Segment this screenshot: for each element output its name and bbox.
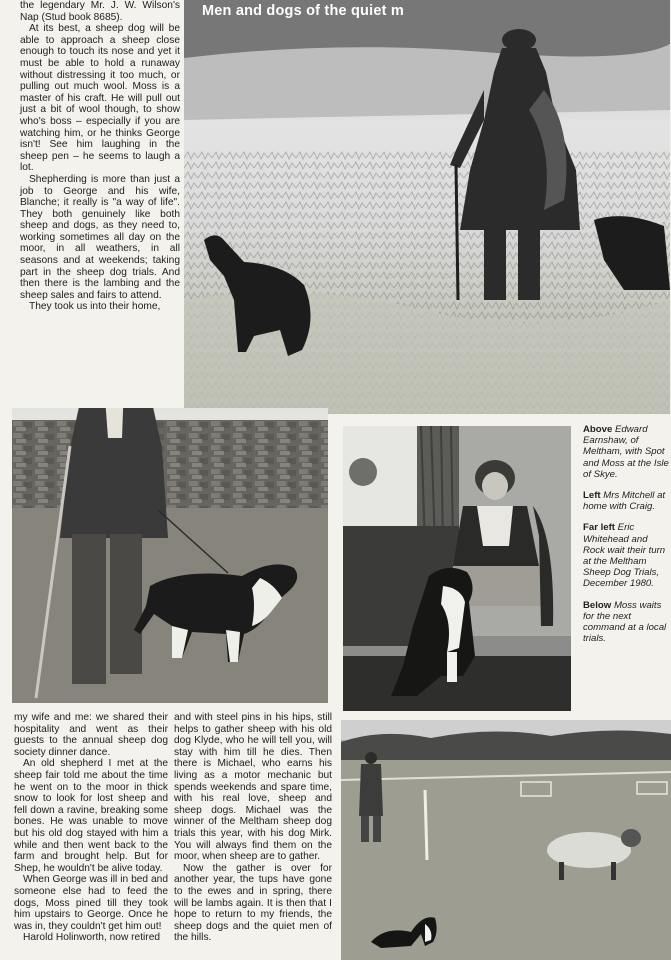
caption-text: Moss waits for the next command at a local trials. [583,599,667,645]
photo-room-drawing [343,426,571,711]
caption-key: Left [583,490,601,502]
photo-shepherd-in-snow [184,0,670,414]
paragraph: When George was ill in bed and someone else had to feed the dogs, Moss pined till they took him upstairs to George. Once he was in, they couldn't get him out! [14,874,168,932]
caption-key: Far left [583,522,615,534]
photo-captions [583,424,669,654]
paragraph: my wife and me: we shared their hospitality and went as their guests to the annual sheep dog society dinner dance. [14,712,168,758]
caption-text: Edward Earnshaw, of Meltham, with Spot and Moss at the Isle of Skye. [583,424,669,480]
paragraph: At its best, a sheep dog will be able to approach a sheep close enough to touch its nose and yet it must be able to hold a runaway without distressing it too much, or pulling out much wool. Moss is a master of his craft. He will pull out just a bit of wool though, to show who's boss – especially if you are watching him, or he thinks George isn't! See him laughing in the sheep pen – he seems to laugh a lot. [20,23,180,174]
paragraph: and with steel pins in his hips, still helps to gather sheep with his old dog Klyde, who he will tell you, will stay with him till he dies. Then there is Michael, who earns his living as a motor mechanic but spends weekends and spare time, with his real love, sheep and sheep dogs. Michael was the winner of the Meltham sheep dog trials this year, with his dog Mirk. You will always find them on the moor, when sheep are to gather. [174,712,332,863]
photo-field-drawing [341,720,671,960]
paragraph: They took us into their home, [29,301,161,313]
article-column-top [20,0,180,313]
caption-far-left [583,522,669,589]
paragraph: Shepherding is more than just a job to George and his wife, Blanche; it really is "a way of life". They both genuinely like both sheep and dogs, as they need to, working sometimes all day on the moor, in all weathers, in all seasons and at weekends; taking part in the sheep dog trials. And then there is the lambing and the sheep sales and fairs to attend. [20,173,180,301]
photo-snow-drawing [184,0,670,414]
caption-left [583,490,669,512]
headline: Men and dogs of the quiet m [202,3,404,19]
paragraph: the legendary Mr. J. W. Wilson's Nap (Stud book 8685). [20,0,180,23]
photo-sheep-dog-trial [341,720,671,960]
caption-above [583,424,669,480]
photo-woman-at-home [343,426,571,711]
photo-shepherd-with-collie [12,408,328,703]
photo-man-drawing [12,408,328,703]
paragraph: Harold Holinworth, now retired [23,932,161,944]
caption-key: Below [583,599,612,611]
caption-key: Above [583,424,613,435]
caption-text: Mrs Mitchell at home with Craig. [583,490,666,513]
caption-text: Eric Whitehead and Rock wait their turn at the Meltham Sheep Dog Trials, December 1980. [583,522,666,590]
caption-below [583,600,669,645]
paragraph: An old shepherd I met at the sheep fair told me about the time he went on to the moor in thick snow to look for lost sheep and fell down a ravine, breaking some bones. He was unable to move but his old dog stayed with him a while and then went back to the farm and brought help. But for Shep, he wouldn't be alive today. [14,758,168,874]
paragraph: Now the gather is over for another year, the tups have gone to the ewes and in spring, there will be lambs again. It is then that I hope to return to my friends, the sheep dogs and the quiet men of the hills. [174,862,332,944]
article-column-bottom-middle [174,712,332,944]
article-column-bottom-left [14,712,168,944]
